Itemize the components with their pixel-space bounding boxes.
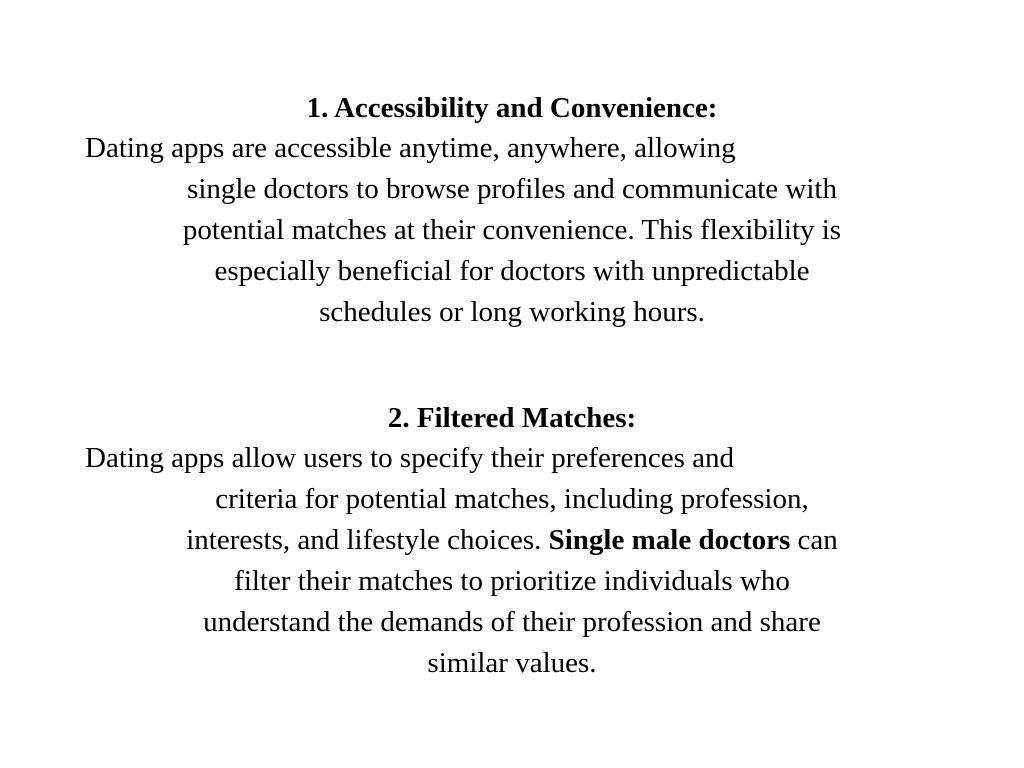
section-heading: 2. Filtered Matches: bbox=[387, 402, 637, 434]
section-filtered-matches bbox=[60, 398, 964, 684]
text-segment: interests, and lifestyle choices. bbox=[186, 524, 549, 556]
paragraph-line: Dating apps are accessible anytime, anywhere, allowing bbox=[85, 132, 736, 164]
text-segment: can bbox=[790, 524, 838, 556]
section-paragraph bbox=[60, 438, 964, 684]
bold-keyword: Single male doctors bbox=[548, 524, 791, 556]
paragraph-line: understand the demands of their profession and share bbox=[203, 606, 821, 638]
paragraph-line: Dating apps allow users to specify their preferences and bbox=[85, 442, 735, 474]
section-heading: 1. Accessibility and Convenience: bbox=[306, 92, 718, 124]
paragraph-line: single doctors to browse profiles and communicate with bbox=[187, 173, 837, 205]
section-accessibility bbox=[60, 88, 964, 333]
section-paragraph bbox=[60, 128, 964, 333]
paragraph-line: filter their matches to prioritize individuals who bbox=[234, 565, 790, 597]
paragraph-line: potential matches at their convenience. This flexibility is bbox=[182, 214, 842, 246]
paragraph-line: similar values. bbox=[427, 647, 597, 679]
paragraph-line: especially beneficial for doctors with unpredictable bbox=[214, 255, 810, 287]
paragraph-line-mixed bbox=[60, 520, 964, 561]
paragraph-line: criteria for potential matches, including profession, bbox=[215, 483, 809, 515]
paragraph-line: schedules or long working hours. bbox=[319, 296, 705, 328]
